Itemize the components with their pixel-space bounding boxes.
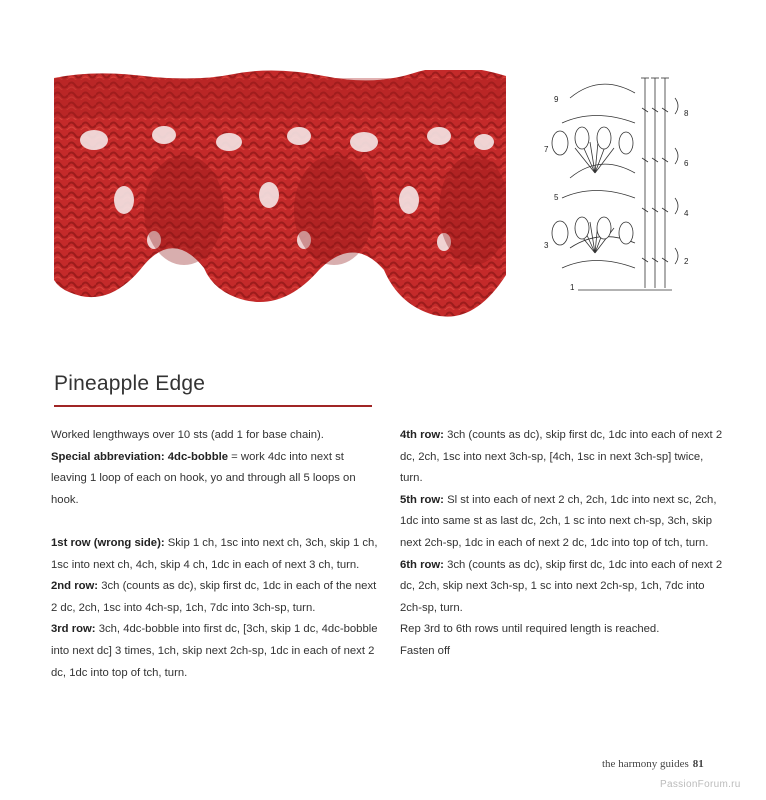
intro-text: [51, 425, 381, 447]
row-1-label: 1st row (wrong side):: [51, 536, 165, 549]
instructions-right-column: [400, 425, 725, 663]
row-6-instructions: [400, 555, 725, 620]
crochet-sample-photo: [54, 70, 506, 320]
row-5-label: 5th row:: [400, 493, 444, 506]
fasten-off-instruction: Fasten off: [400, 644, 451, 657]
crochet-chart-diagram: [540, 68, 700, 303]
chart-row-label: 7: [544, 145, 549, 154]
special-text: = work 4dc into next st leaving 1 loop of each on hook, yo and through all 5 loops on hook.: [51, 450, 356, 506]
row-6-label: 6th row:: [400, 558, 444, 571]
repeat-instruction: Rep 3rd to 6th rows until required length is reached.: [400, 623, 660, 636]
row-3-instructions: [51, 619, 381, 684]
row-2-instructions: [51, 576, 381, 619]
crochet-chart-svg: [540, 68, 700, 303]
intro-span: Worked lengthways over 10 sts (add 1 for base chain).: [51, 429, 324, 441]
row-4-label: 4th row:: [400, 429, 444, 441]
chart-row-label: 2: [684, 257, 689, 266]
special-abbreviation: [51, 447, 381, 512]
chart-row-label: 1: [570, 283, 575, 292]
title-underline: [54, 405, 372, 407]
row-2-label: 2nd row:: [51, 580, 99, 593]
chart-row-label: 8: [684, 109, 689, 118]
chart-row-label: 5: [554, 193, 559, 202]
row-4-text: 3ch (counts as dc), skip first dc, 1dc into each of next 2 dc, 2ch, 1sc into next 3ch-sp, [4ch, 1sc in next 3ch-sp] twice, turn.: [400, 429, 723, 485]
row-3-label: 3rd row:: [51, 623, 96, 636]
row-5-instructions: [400, 490, 725, 555]
series-name: the harmony guides: [602, 758, 689, 770]
page-footer: [602, 758, 704, 770]
chart-row-label: 6: [684, 159, 689, 168]
pattern-title: Pineapple Edge: [54, 372, 206, 395]
row-5-text: Sl st into each of next 2 ch, 2ch, 1dc into next sc, 2ch, 1dc into same st as last dc, 2ch, 1 sc into next ch-sp, 3ch, skip next 2ch-sp, 1dc in each of next 2 dc, 1dc into top of tch, turn.: [400, 493, 717, 549]
chart-row-label: 3: [544, 241, 549, 250]
chart-row-label: 4: [684, 209, 689, 218]
row-3-text: 3ch, 4dc-bobble into first dc, [3ch, skip 1 dc, 4dc-bobble into next dc] 3 times, 1ch, skip next 2ch-sp, 1dc in each of next 2 dc, 1dc into top of tch, turn.: [51, 623, 378, 679]
row-4-instructions: [400, 425, 725, 490]
special-label: Special abbreviation: 4dc-bobble: [51, 450, 229, 463]
chart-row-label: 9: [554, 95, 559, 104]
instructions-left-column: [51, 425, 381, 684]
row-1-text: Skip 1 ch, 1sc into next ch, 3ch, skip 1 ch, 1sc into next ch, 4ch, skip 4 ch, 1dc in each of next 3 ch, turn.: [51, 536, 378, 571]
row-1-instructions: [51, 533, 381, 576]
row-6-text: 3ch (counts as dc), skip first dc, 1dc into each of next 2 dc, 2ch, skip next 3ch-sp, 1 sc into next 2ch-sp, 1ch, 7dc into 2ch-sp, turn.: [400, 558, 723, 614]
crochet-sample-image: [54, 70, 506, 320]
watermark: PassionForum.ru: [660, 779, 741, 790]
page-number: 81: [692, 758, 704, 770]
row-2-text: 3ch (counts as dc), skip first dc, 1dc in each of the next 2 dc, 2ch, 1sc into 4ch-sp, 1ch, 7dc into 3ch-sp, turn.: [51, 580, 377, 614]
